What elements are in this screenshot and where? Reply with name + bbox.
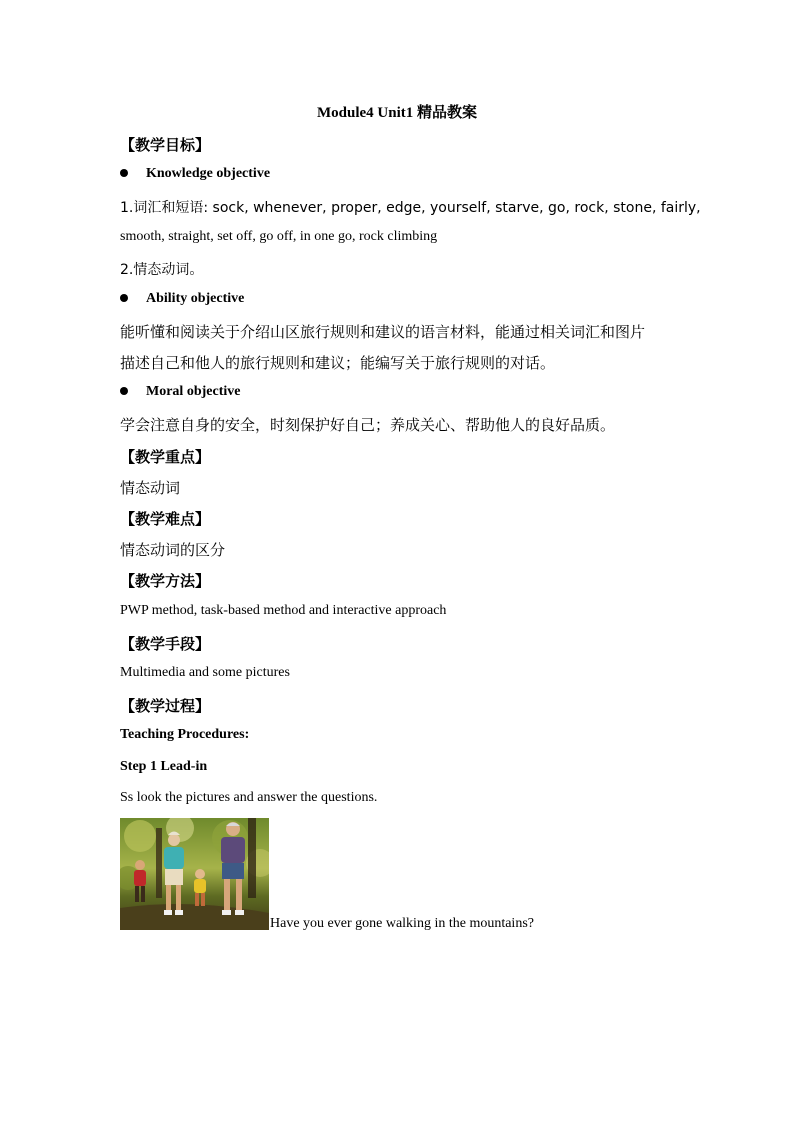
knowledge-objective-item <box>120 166 270 182</box>
keypoint-heading: 【教学重点】 <box>120 448 211 466</box>
objectives-heading: 【教学目标】 <box>120 136 211 154</box>
ability-objective-item <box>120 291 244 307</box>
moral-line: 学会注意自身的安全，时刻保护好自己；养成关心、帮助他人的良好品质。 <box>120 416 616 434</box>
vocab-line-1: 1.词汇和短语: sock, whenever, proper, edge, yourself, starve, go, rock, stone, fairly, <box>120 200 701 216</box>
moral-objective-label: Moral objective <box>146 384 241 399</box>
knowledge-objective-label: Knowledge objective <box>146 166 271 181</box>
method-heading: 【教学方法】 <box>120 572 211 590</box>
photo-caption: Have you ever gone walking in the mountains? <box>270 916 534 931</box>
bullet-dot-icon <box>120 169 128 177</box>
bullet-dot-icon <box>120 294 128 302</box>
keypoint-text: 情态动词 <box>120 479 181 497</box>
bullet-dot-icon <box>120 387 128 395</box>
means-text: Multimedia and some pictures <box>120 665 290 680</box>
moral-objective-item <box>120 384 240 400</box>
procedures-label: Teaching Procedures: <box>120 727 250 742</box>
family-walking-photo-icon <box>120 818 269 930</box>
process-heading: 【教学过程】 <box>120 697 211 715</box>
difficulty-text: 情态动词的区分 <box>120 541 226 559</box>
step1-text: Ss look the pictures and answer the questions. <box>120 790 378 805</box>
means-heading: 【教学手段】 <box>120 635 211 653</box>
grammar-line: 2.情态动词。 <box>120 262 204 278</box>
ability-line-1: 能听懂和阅读关于介绍山区旅行规则和建议的语言材料，能通过相关词汇和图片 <box>120 323 646 341</box>
ability-line-2: 描述自己和他人的旅行规则和建议；能编写关于旅行规则的对话。 <box>120 354 556 372</box>
difficulty-heading: 【教学难点】 <box>120 510 211 528</box>
ability-objective-label: Ability objective <box>146 291 245 306</box>
document-title: Module4 Unit1 精品教案 <box>316 105 477 121</box>
step1-label: Step 1 Lead-in <box>120 759 208 774</box>
method-text: PWP method, task-based method and interactive approach <box>120 603 447 618</box>
vocab-line-2: smooth, straight, set off, go off, in one go, rock climbing <box>120 229 438 244</box>
